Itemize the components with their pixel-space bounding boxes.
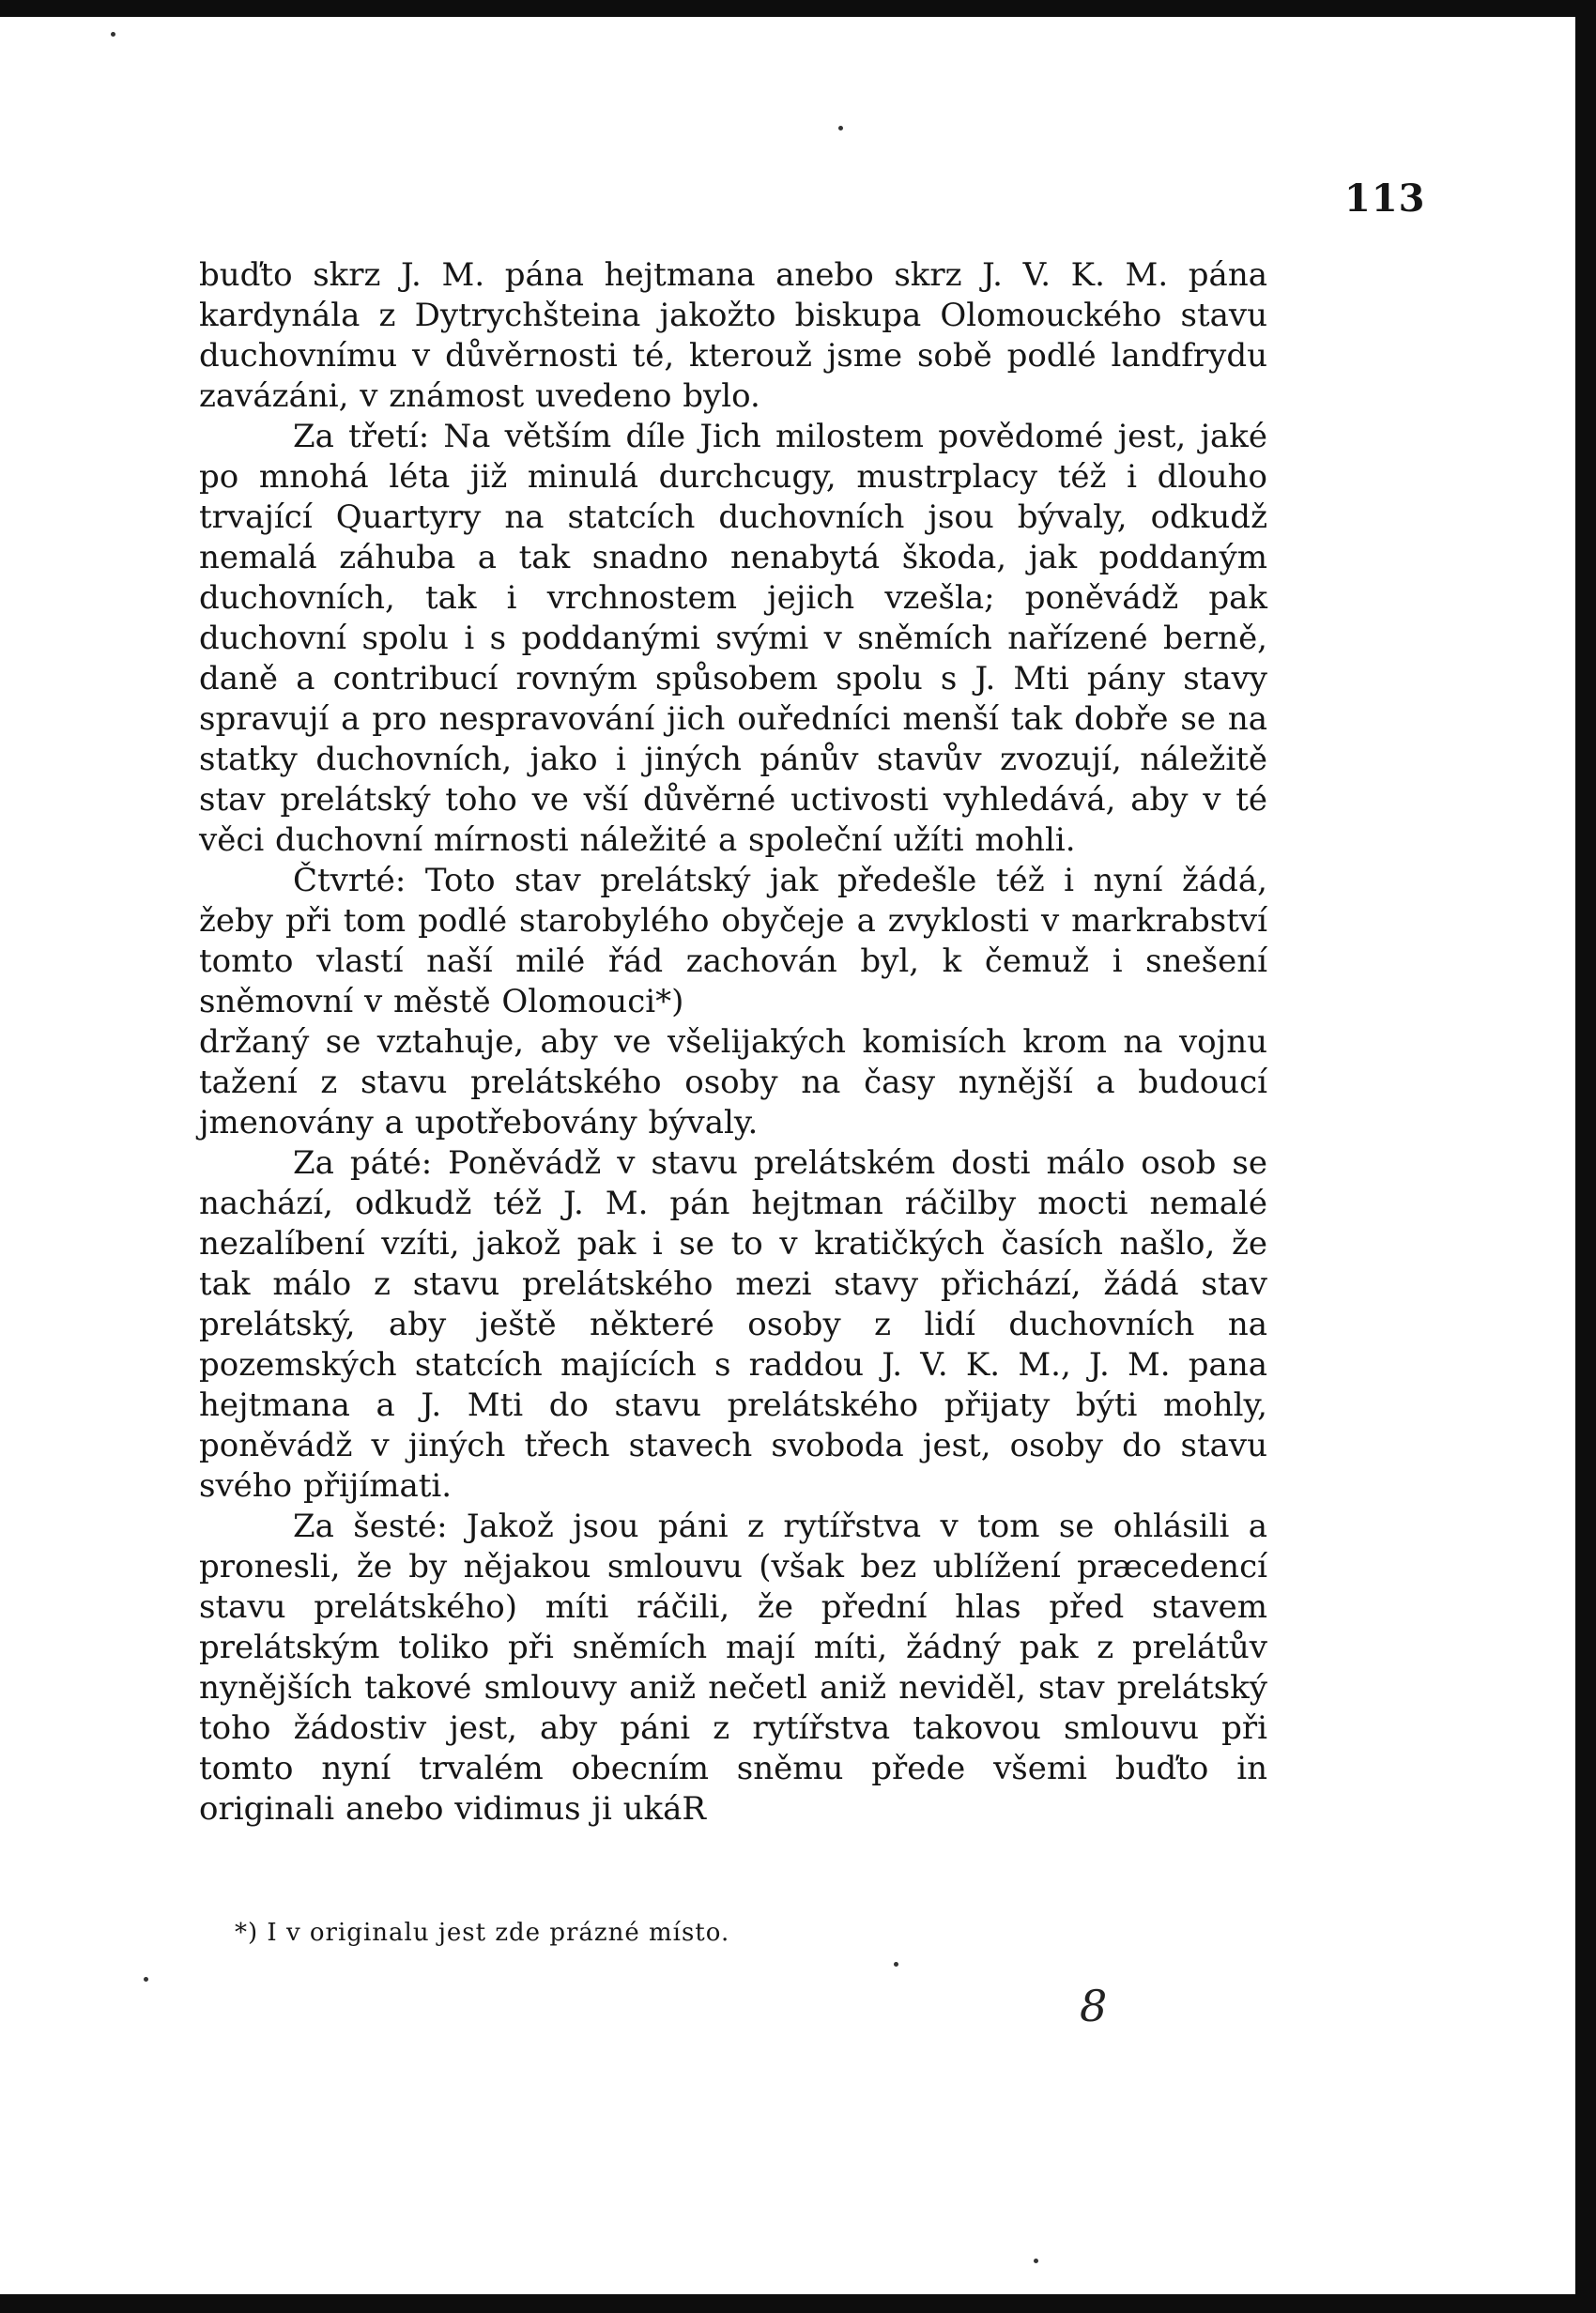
paragraph-5: Za páté: Poněvádž v stavu prelátském dosti málo osob se nachází, odkudž též J. M. pán hejtman ráčilby mocti nemalé nezalíbení vzíti, jakož pak i se to v kratičkých časích našlo, že tak málo z stavu prelátského mezi stavy přichází, žádá stav prelátský, aby ještě některé osoby z lidí duchovních na pozemských statcích majících s raddou J. V. K. M., J. M. pana hejtmana a J. Mti do stavu prelátského přijaty býti mohly, poněvádž v jiných třech stavech svoboda jest, osoby do stavu svého přijímati. [199,1144,1267,1505]
scan-speck [894,1962,898,1967]
scan-speck [144,1977,148,1982]
scan-speck [838,126,843,130]
paragraph-4: držaný se vztahuje, aby ve všelijakých komisích krom na vojnu tažení z stavu prelátského osoby na časy nynější a budoucí jmenovány a upotřebovány bývaly. [199,1023,1267,1141]
paragraph-6: Za šesté: Jakož jsou páni z rytířstva v tom se ohlásili a pronesli, že by nějakou smlouvu (však bez ublížení præcedencí stavu prelátského) míti ráčili, že přední hlas před stavem prelátským toliko při sněmích mají míti, žádný pak z prelátův nynějších takové smlouvy aniž nečetl aniž neviděl, stav prelátský toho žádostiv jest, aby páni z rytířstva takovou smlouvu při tomto nyní trvalém obecním sněmu přede všemi buďto in originali anebo vidimus ji ukáR [199,1508,1267,1828]
scan-speck [1034,2259,1038,2263]
signature-mark: 8 [1080,1981,1108,2031]
scan-speck [111,32,115,37]
paragraph-2: Za třetí: Na větším díle Jich milostem povědomé jest, jaké po mnohá léta již minulá durchcugy, mustrplacy též i dlouho trvající Quartyry na statcích duchovních jsou bývaly, odkudž nemalá záhuba a tak snadno nenabytá škoda, jak poddaným duchovních, tak i vrchnostem jejich vzešla; poněvádž pak duchovní spolu i s poddanými svými v sněmích nařízené berně, daně a contribucí rovným spůsobem spolu s J. Mti pány stavy spravují a pro nespravování jich ouředníci menší tak dobře se na statky duchovních, jako i jiných pánův stavův zvozují, náležitě stav prelátský toho ve vší důvěrné uctivosti vyhledává, aby v té věci duchovní mírnosti náležité a společní užíti mohli. [199,418,1267,859]
paragraph-1: buďto skrz J. M. pána hejtmana anebo skrz J. V. K. M. pána kardynála z Dytrychšteina jakožto biskupa Olomouckého stavu duchovnímu v důvěrnosti té, kterouž jsme sobě podlé landfrydu zavázáni, v známost uvedeno bylo. [199,256,1267,415]
footnote: *) I v originalu jest zde prázné místo. [235,1919,730,1947]
body-text [199,255,1267,1830]
page-number: 113 [1344,176,1426,221]
paragraph-3: Čtvrté: Toto stav prelátský jak předešle též i nyní žádá, žeby při tom podlé starobylého obyčeje a zvyklosti v markrabství tomto vlastí naší milé řád zachován byl, k čemuž i snešení sněmovní v městě Olomouci*) [199,862,1267,1020]
